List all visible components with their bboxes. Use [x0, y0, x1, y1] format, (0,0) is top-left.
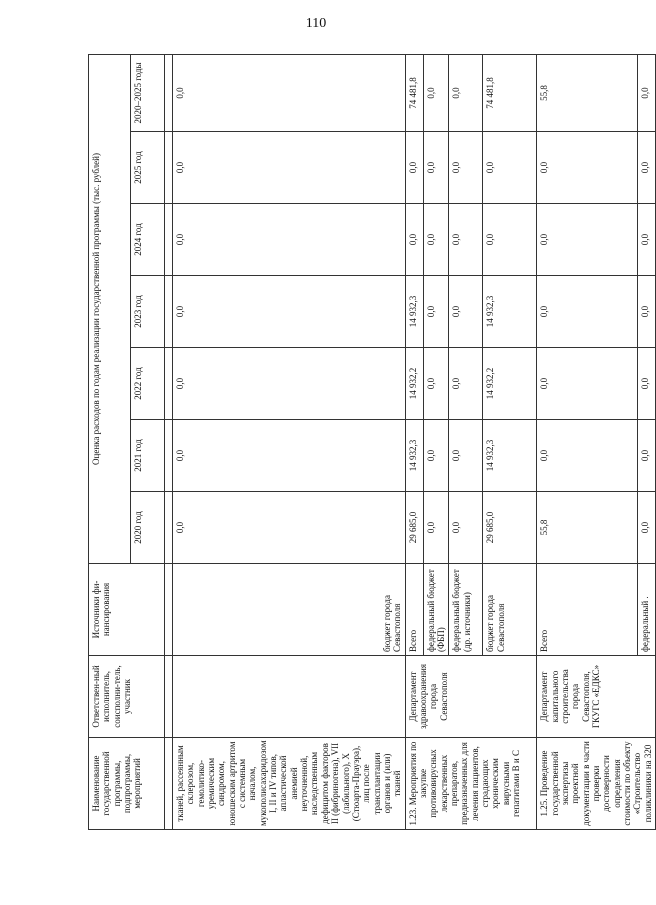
- header-year: 2024 год: [131, 204, 165, 276]
- value-cell: 0,0: [637, 492, 655, 564]
- page-number: 110: [305, 16, 327, 31]
- value-cell: 0,0: [537, 348, 638, 420]
- value-cell: 0,0: [173, 204, 406, 276]
- value-cell: 0,0: [423, 204, 449, 276]
- header-year: 2023 год: [131, 276, 165, 348]
- table-row: [173, 54, 406, 829]
- value-cell: 0,0: [423, 348, 449, 420]
- value-cell: 0,0: [423, 420, 449, 492]
- row-source: бюджет города Севастополя: [173, 564, 406, 656]
- row-executor: Департамент здравоохранения города Севастополя: [405, 656, 537, 738]
- value-cell: 14 932,3: [483, 276, 537, 348]
- value-cell: 74 481,8: [405, 54, 423, 131]
- value-cell: 0,0: [483, 132, 537, 204]
- value-cell: 74 481,8: [483, 54, 537, 131]
- value-cell: 0,0: [637, 54, 655, 131]
- row-name: 1.23. Мероприятия по закупке противовирусных лекарственных препаратов, предназначенных для лечения пациентов, страдающих хроническим вирусными гепатитами В и С: [405, 738, 537, 830]
- header-year: 2025 год: [131, 132, 165, 204]
- value-cell: 0,0: [449, 276, 483, 348]
- value-cell: 0,0: [537, 132, 638, 204]
- row-source: федеральный бюджет (др. источники): [449, 564, 483, 656]
- row-executor: Департамент капитального строительства города Севастополя, ГКУГС «ЕДКС»: [537, 656, 656, 738]
- rotated-table-wrapper: [88, 55, 653, 830]
- header-year: 2020–2025 годы: [131, 54, 165, 131]
- table-row: [537, 54, 638, 829]
- value-cell: 0,0: [483, 204, 537, 276]
- row-executor: [173, 656, 406, 738]
- header-year: 2020 год: [131, 492, 165, 564]
- value-cell: 14 932,2: [405, 348, 423, 420]
- value-cell: 0,0: [449, 420, 483, 492]
- value-cell: 0,0: [537, 276, 638, 348]
- value-cell: 0,0: [537, 420, 638, 492]
- value-cell: 0,0: [637, 276, 655, 348]
- value-cell: 0,0: [173, 492, 406, 564]
- budget-table: [88, 54, 656, 830]
- value-cell: 0,0: [449, 204, 483, 276]
- value-cell: 29 685,0: [405, 492, 423, 564]
- value-cell: 0,0: [637, 132, 655, 204]
- header-executor: Ответствен-ный исполнитель, соисполни-тель, участник: [89, 656, 165, 738]
- value-cell: 0,0: [637, 348, 655, 420]
- spacer-row: [165, 54, 173, 829]
- value-cell: 0,0: [405, 132, 423, 204]
- value-cell: 0,0: [423, 132, 449, 204]
- row-source: Всего: [405, 564, 423, 656]
- value-cell: 0,0: [173, 276, 406, 348]
- value-cell: 14 932,2: [483, 348, 537, 420]
- row-source: бюджет города Севастополя: [483, 564, 537, 656]
- value-cell: 0,0: [449, 492, 483, 564]
- value-cell: 55,8: [537, 54, 638, 131]
- value-cell: 0,0: [449, 348, 483, 420]
- value-cell: 14 932,3: [405, 276, 423, 348]
- value-cell: 14 932,3: [483, 420, 537, 492]
- value-cell: 0,0: [173, 348, 406, 420]
- value-cell: 0,0: [423, 54, 449, 131]
- value-cell: 14 932,3: [405, 420, 423, 492]
- table-row: [405, 54, 423, 829]
- value-cell: 0,0: [449, 132, 483, 204]
- row-source: Всего: [537, 564, 638, 656]
- value-cell: 0,0: [173, 54, 406, 131]
- header-row-1: [89, 54, 131, 829]
- header-year: 2021 год: [131, 420, 165, 492]
- value-cell: 0,0: [637, 204, 655, 276]
- value-cell: 0,0: [637, 420, 655, 492]
- value-cell: 0,0: [405, 204, 423, 276]
- value-cell: 0,0: [449, 54, 483, 131]
- value-cell: 55,8: [537, 492, 638, 564]
- value-cell: 0,0: [537, 204, 638, 276]
- header-year: 2022 год: [131, 348, 165, 420]
- header-source: Источники фи-нансирования: [89, 564, 165, 656]
- row-name: тканей, рассеянным склерозом, гемолитико-уремическим синдромом, юношеским артритом с системным началом, мукополисахаридозом I, II и IV типов, апластической анемией неуточненной, наследственным дефицитом факторов II (фибриногена), VII (лабильного), X (Стюарта-Прауэра), лиц после трансплантации органов и (или) тканей: [173, 738, 406, 830]
- value-cell: 0,0: [173, 132, 406, 204]
- value-cell: 0,0: [423, 492, 449, 564]
- value-cell: 0,0: [173, 420, 406, 492]
- header-estimate: Оценка расходов по годам реализации государственной программы (тыс. рублей): [89, 54, 131, 563]
- row-source: федеральный бюджет (ФБП): [423, 564, 449, 656]
- header-name: Наименование государственной программы, подпрограммы, мероприятий: [89, 738, 165, 830]
- row-name: 1.25. Проведение государственной экспертизы проектной документации в части проверки достоверности определения стоимости по объекту «Строительство поликлиники на 320: [537, 738, 656, 830]
- row-source: федеральный .: [637, 564, 655, 656]
- value-cell: 29 685,0: [483, 492, 537, 564]
- value-cell: 0,0: [423, 276, 449, 348]
